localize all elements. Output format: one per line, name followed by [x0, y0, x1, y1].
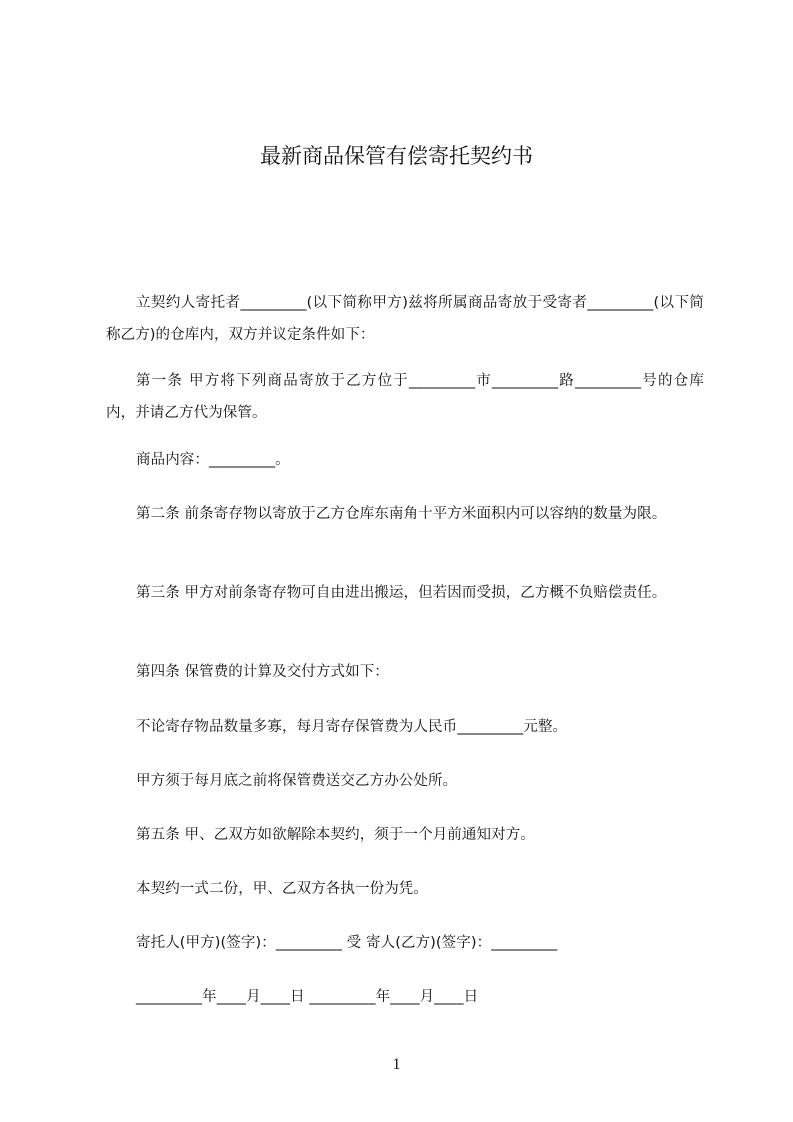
paragraph-parties: 立契约人寄托者_________(以下简称甲方)兹将所属商品寄放于受寄者_________(以下简称乙方)的仓库内，双方并议定条件如下： — [106, 295, 704, 343]
paragraph-goods-content: 商品内容：_________。 — [136, 452, 290, 468]
paragraph-fee-payment: 甲方须于每月底之前将保管费送交乙方办公处所。 — [136, 773, 458, 789]
paragraph-article-3: 第三条 甲方对前条寄存物可自由进出搬运，但若因而受损，乙方概不负赔偿责任。 — [136, 585, 667, 601]
paragraph-article-4: 第四条 保管费的计算及交付方式如下： — [136, 664, 389, 680]
paragraph-article-5: 第五条 甲、乙双方如欲解除本契约，须于一个月前通知对方。 — [136, 827, 535, 843]
document-title: 最新商品保管有偿寄托契约书 — [260, 144, 533, 168]
paragraph-copies: 本契约一式二份，甲、乙双方各执一份为凭。 — [136, 881, 428, 897]
paragraph-article-1: 第一条 甲方将下列商品寄放于乙方位于_________市_________路_________号的仓库内，并请乙方代为保管。 — [106, 373, 704, 421]
signature-line: 寄托人(甲方)(签字)：_________ 受 寄人(乙方)(签字)：_________ — [136, 935, 558, 951]
paragraph-article-2: 第二条 前条寄存物以寄放于乙方仓库东南角十平方米面积内可以容纳的数量为限。 — [136, 506, 667, 522]
page-number: 1 — [392, 1056, 401, 1073]
paragraph-fee-amount: 不论寄存物品数量多寡，每月寄存保管费为人民币_________元整。 — [136, 719, 568, 735]
date-line: _________年____月____日 _________年____月____日 — [136, 989, 479, 1005]
